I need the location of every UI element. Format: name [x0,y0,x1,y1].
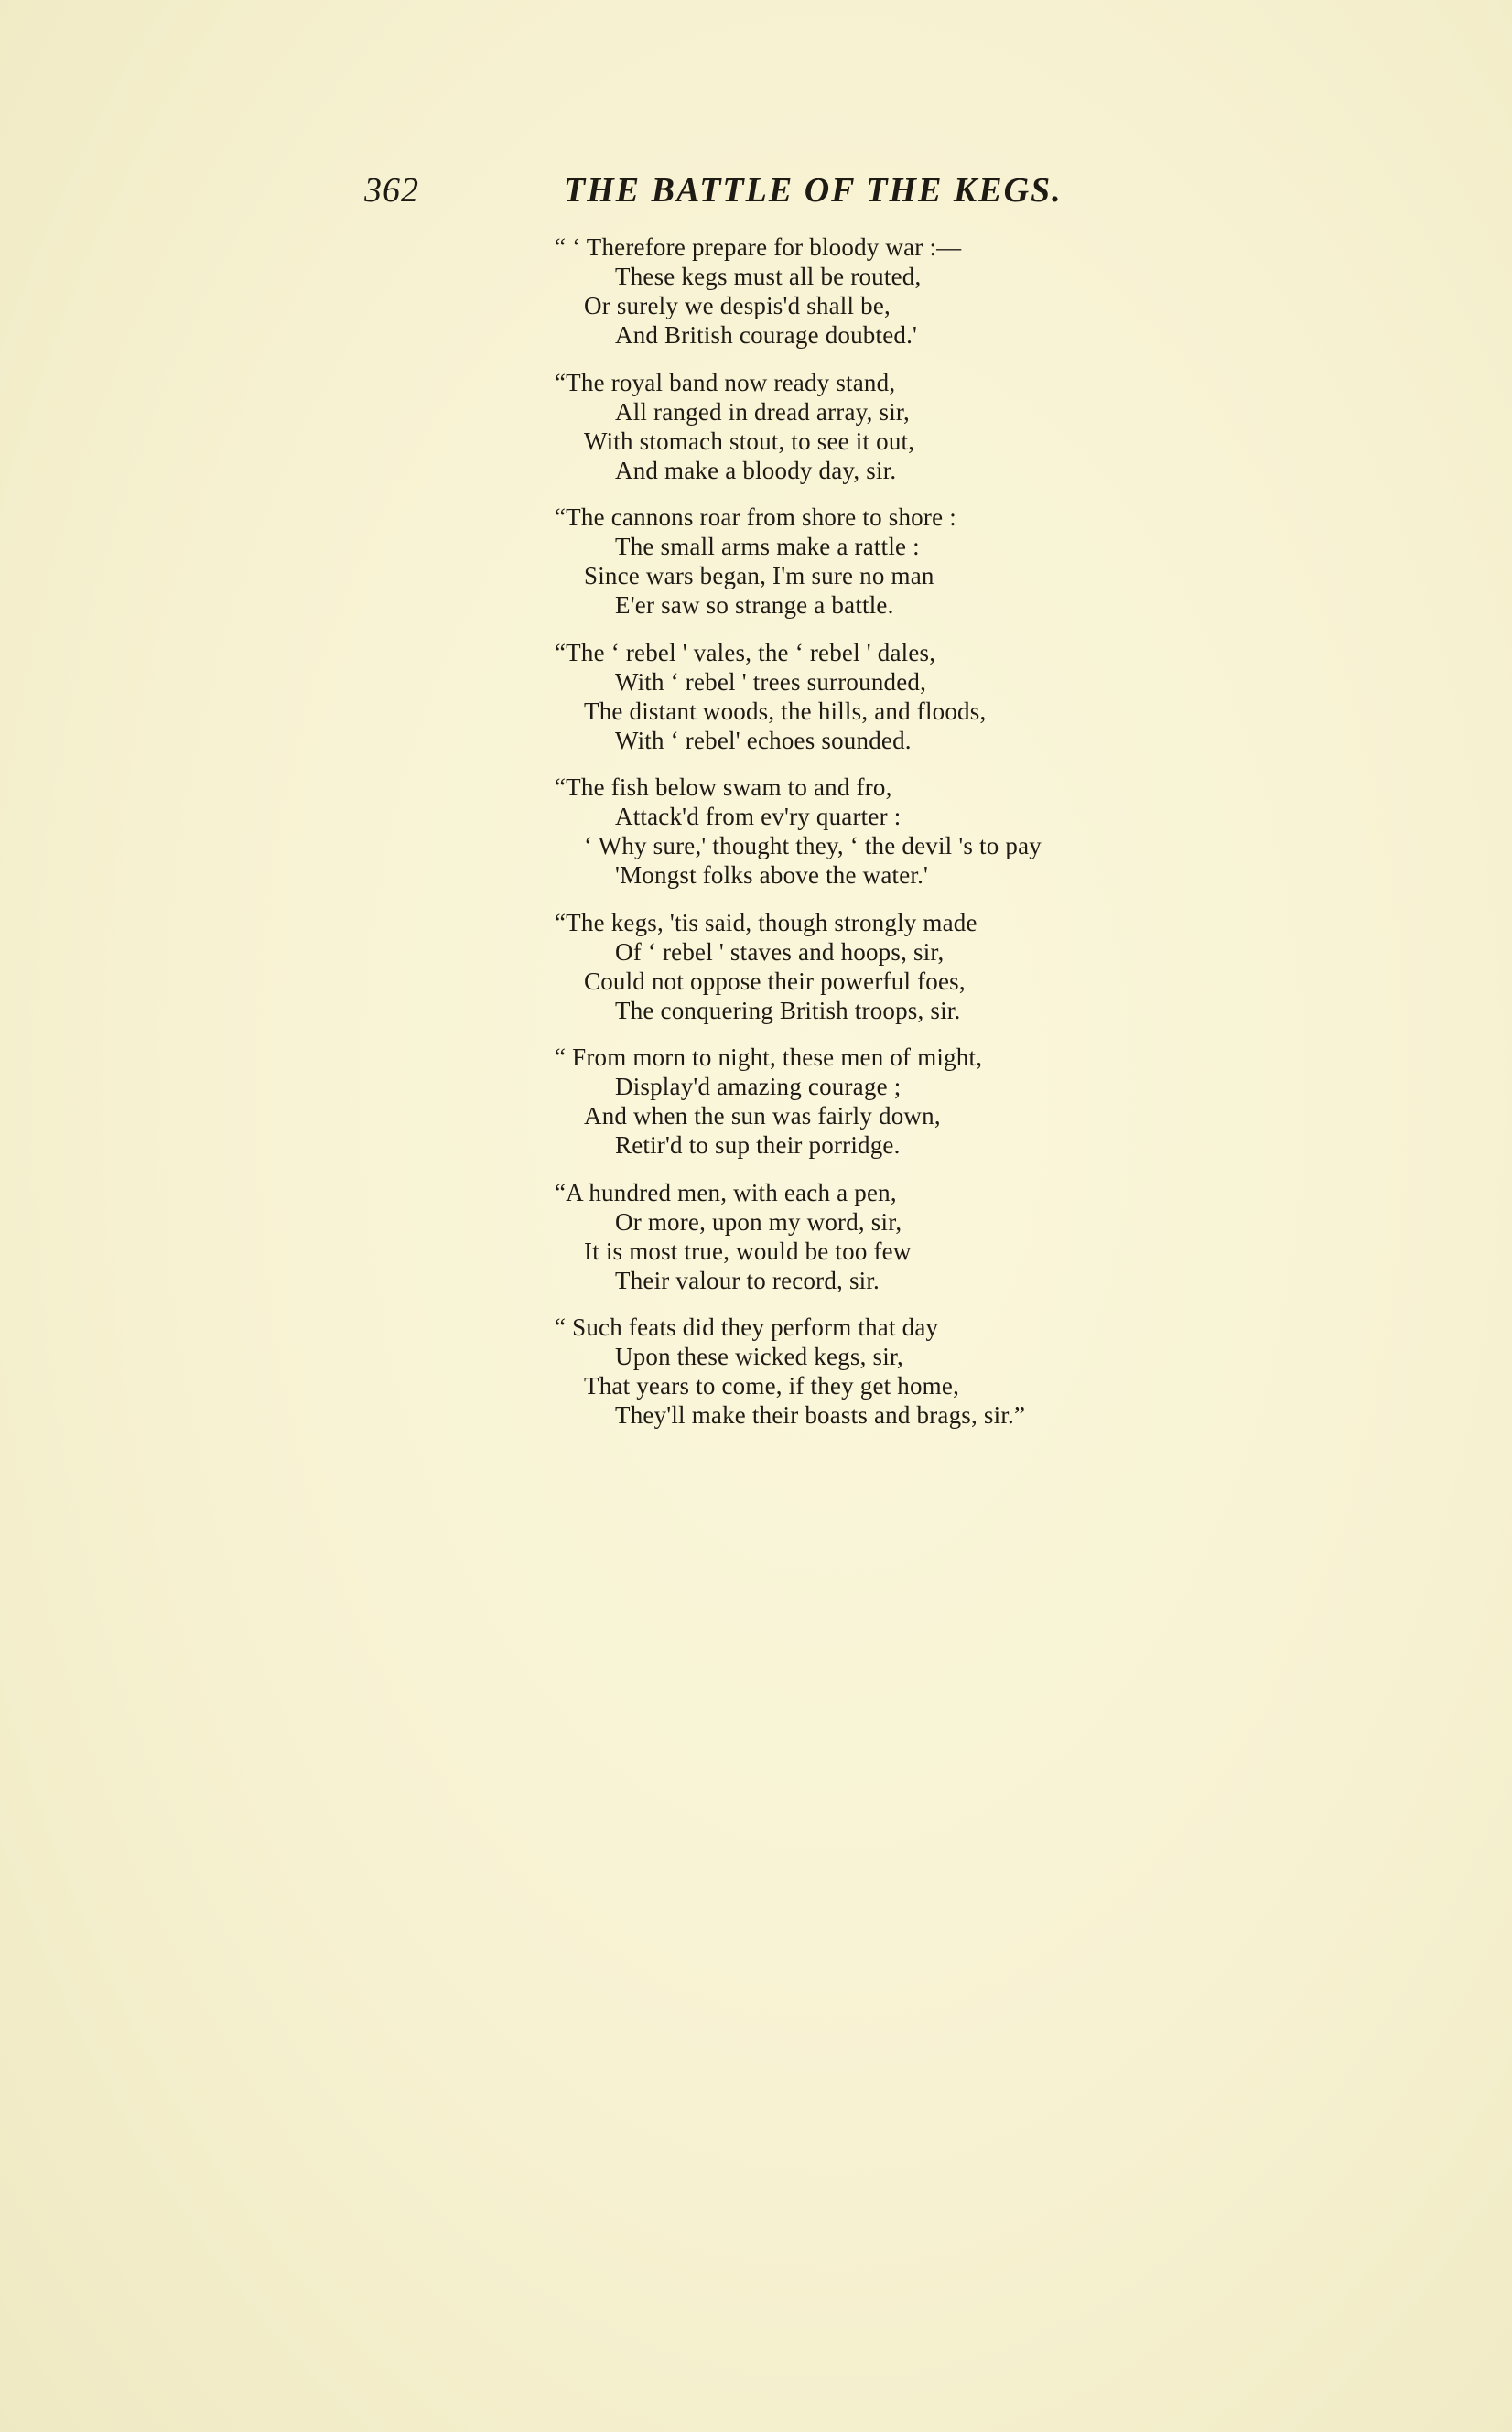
poem-line: Since wars began, I'm sure no man [584,562,934,589]
poem-line: And make a bloody day, sir. [615,456,897,484]
running-head [364,170,1133,218]
poem-line: They'll make their boasts and brags, sir.” [615,1401,1026,1429]
poem-line: Or more, upon my word, sir, [615,1207,902,1236]
poem-line: Retir'd to sup their porridge. [615,1131,901,1159]
poem-line: That years to come, if they get home, [584,1372,960,1400]
poem-line: “A hundred men, with each a pen, [555,1178,897,1206]
poem-line: “ ‘ Therefore prepare for bloody war :— [555,233,962,261]
stanza [555,1043,1177,1160]
stanza [555,1313,1177,1430]
poem-line: These kegs must all be routed, [615,263,922,290]
poem-line: ‘ Why sure,' thought they, ‘ the devil 's to pay [584,832,1042,859]
poem-line: Display'd amazing courage ; [615,1073,902,1100]
poem-line: The distant woods, the hills, and floods, [584,697,987,725]
poem-line: And when the sun was fairly down, [584,1102,941,1130]
poem-line: And British courage doubted.' [615,321,918,349]
poem-line: “ Such feats did they perform that day [555,1313,939,1341]
running-title: THE BATTLE OF THE KEGS. [564,171,1063,210]
page-number: 362 [364,171,419,210]
poem-line: All ranged in dread array, sir, [615,397,910,426]
poem-line: It is most true, would be too few [584,1237,912,1265]
stanza [555,638,1177,755]
stanza [555,773,1177,890]
poem-line: “The cannons roar from shore to shore : [555,503,956,531]
poem [555,232,1177,1448]
poem-line: Could not oppose their powerful foes, [584,967,966,995]
poem-line: Or surely we despis'd shall be, [584,292,891,319]
poem-line: With ‘ rebel' echoes sounded. [615,726,912,754]
stanza [555,908,1177,1025]
poem-line: “ From morn to night, these men of might, [555,1043,983,1071]
stanza [555,503,1177,620]
poem-line: 'Mongst folks above the water.' [615,861,929,889]
stanza [555,368,1177,485]
poem-line: E'er saw so strange a battle. [615,591,894,619]
poem-line: Of ‘ rebel ' staves and hoops, sir, [615,937,945,966]
poem-line: With stomach stout, to see it out, [584,427,915,455]
poem-line: “The fish below swam to and fro, [555,773,892,801]
poem-line: Attack'd from ev'ry quarter : [615,803,902,830]
stanza [555,1178,1177,1295]
poem-line: Their valour to record, sir. [615,1266,880,1294]
poem-line: “The royal band now ready stand, [555,368,896,396]
stanza [555,232,1177,350]
poem-line: “The ‘ rebel ' vales, the ‘ rebel ' dales, [555,638,936,666]
poem-line: Upon these wicked kegs, sir, [615,1343,903,1370]
poem-line: The small arms make a rattle : [615,533,920,560]
poem-line: The conquering British troops, sir. [615,996,961,1024]
poem-line: “The kegs, 'tis said, though strongly made [555,908,977,936]
poem-line: With ‘ rebel ' trees surrounded, [615,667,927,696]
